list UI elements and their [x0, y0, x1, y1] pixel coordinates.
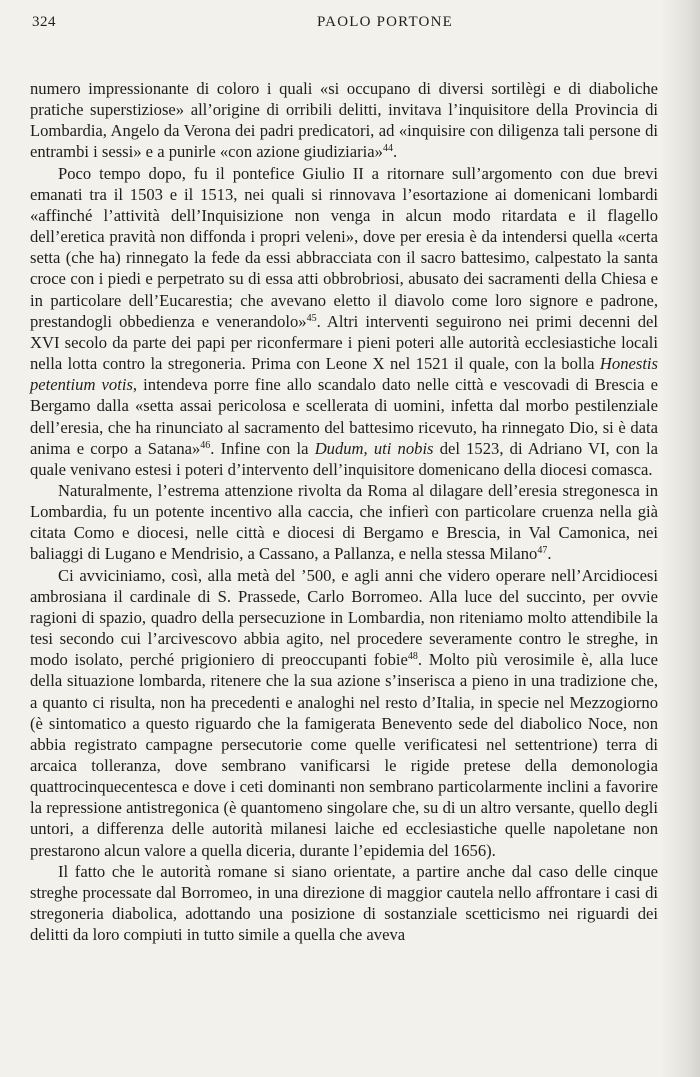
paragraph-4: [30, 565, 658, 861]
text-run: . Molto più verosimile è, alla luce della situazione lombarda, ritenere che la sua azione s’inserisca a pieno in una tradizione che, a quanto ci risulta, non ha precedenti e analoghi nel resto d’Italia, in specie nel Mezzogiorno (è sintomatico a questo riguardo che la famigerata Benevento sede del diabolico Noce, non abbia registrato campagne persecutorie come quelle verificatesi nel settentrione) terra di arcaica tolleranza, dove sembrano vanificarsi le rigide pretese della demonologia quattrocinquecentesca e dove i ceti dominanti non sembrano particolarmente inclini a favorire la repressione antistregonica (è quantomeno singolare che, su di un altro versante, quello degli untori, a differenza delle autorità milanesi laiche ed ecclesiastiche quelle napoletane non prestarono alcun valore a quella diceria, durante l’epidemia del 1656).: [30, 650, 658, 860]
italic-title: Dudum, uti nobis: [314, 438, 434, 458]
footnote-ref: 46: [200, 439, 211, 451]
text-run: . Infine con la: [210, 438, 315, 458]
text-run: , intendeva porre fine allo scandalo dato nelle città e vescovadi di Brescia e Bergamo dalla «setta assai pericolosa e scellerata di uomini, infetta dal morbo pestilenziale dell’eresia, che ha rinunciato al sacramento del battesimo ricevuto, ha rinnegato Dio, si è data anima e corpo a Satana»: [30, 375, 658, 458]
footnote-ref: 45: [306, 312, 317, 324]
page-number: 324: [32, 14, 56, 30]
page-header: [32, 14, 670, 38]
running-head: PAOLO PORTONE: [317, 14, 453, 30]
paragraph-3: [30, 480, 658, 565]
paragraph-2: [30, 163, 658, 480]
page-edge-shadow: [660, 0, 700, 1077]
paragraph-5: [30, 861, 658, 946]
text-run: Il fatto che le autorità romane si siano orientate, a partire anche dal caso delle cinque streghe processate dal Borromeo, in una direzione di maggior cautela nello affrontare i casi di stregoneria diabolica, adottando una posizione di sostanziale scetticismo nei riguardi dei delitti da loro compiuti in tutto simile a quella che aveva: [30, 861, 658, 945]
italic-title: Honestis petentium votis: [30, 354, 658, 395]
text-run: .: [547, 544, 552, 564]
text-run: . Altri interventi seguirono nei primi decenni del XVI secolo da parte dei papi per riconfermare i pieni poteri alle autorità ecclesiastiche locali nella lotta contro la stregoneria. Prima con Leone X nel 1521 il quale, con la bolla: [30, 311, 658, 374]
text-run: Naturalmente, l’estrema attenzione rivolta da Roma al dilagare dell’eresia stregonesca in Lombardia, fu un potente incentivo alla caccia, che infierì con particolare cruenza nella già citata Como e diocesi, nelle città e diocesi di Bergamo e Brescia, in Val Camonica, nei baliaggi di Lugano e Mendrisio, a Cassano, a Pallanza, e nella stessa Milano: [30, 480, 658, 564]
paragraph-1: [30, 78, 658, 163]
text-run: Ci avviciniamo, così, alla metà del ’500, e agli anni che videro operare nell’Arcidiocesi ambrosiana il cardinale di S. Prassede, Carlo Borromeo. Alla luce del succinto, per ovvie ragioni di spazio, quadro della persecuzione in Lombardia, non riteniamo molto attendibile la tesi secondo cui l’arcivescovo abbia agito, nel procedere severamente contro le streghe, in modo isolato, perché prigioniero di preoccupanti fobie: [30, 565, 658, 670]
body-text: [30, 78, 658, 945]
footnote-ref: 48: [407, 651, 418, 663]
text-run: del 1523, di Adriano VI, con la quale venivano estesi i poteri d’intervento dell’inquisitore domenicano della diocesi comasca.: [30, 438, 658, 479]
footnote-ref: 44: [382, 143, 393, 155]
text-run: .: [392, 142, 398, 162]
text-run: Poco tempo dopo, fu il pontefice Giulio II a ritornare sull’argomento con due brevi emanati tra il 1503 e il 1513, nei quali si rinnovava l’esortazione ai domenicani lombardi «affinché l’attività dell’Inquisizione non venga in alcun modo ritardata e il flagello dell’eretica pravità non diffonda i propri veleni», dove per eresia è da intendersi quella «certa setta (che ha) rinnegato la fede da essi abbracciata con il sacro battesimo, calpestato la santa croce con i piedi e perpetrato su di essa atti obbrobriosi, abusato dei sacramenti della Chiesa e in particolare dell’Eucarestia; che avevano eletto il diavolo come loro signore e padrone, prestandogli obbedienza e venerandolo»: [30, 163, 658, 331]
text-run: numero impressionante di coloro i quali «si occupano di diversi sortilègi e di diaboliche pratiche superstiziose» all’origine di orribili delitti, invitava l’inquisitore della Provincia di Lombardia, Angelo da Verona dei padri predicatori, ad «inquisire con diligenza tali persone di entrambi i sessi» e a punirle «con azione giudiziaria»: [30, 79, 658, 162]
footnote-ref: 47: [537, 545, 548, 557]
